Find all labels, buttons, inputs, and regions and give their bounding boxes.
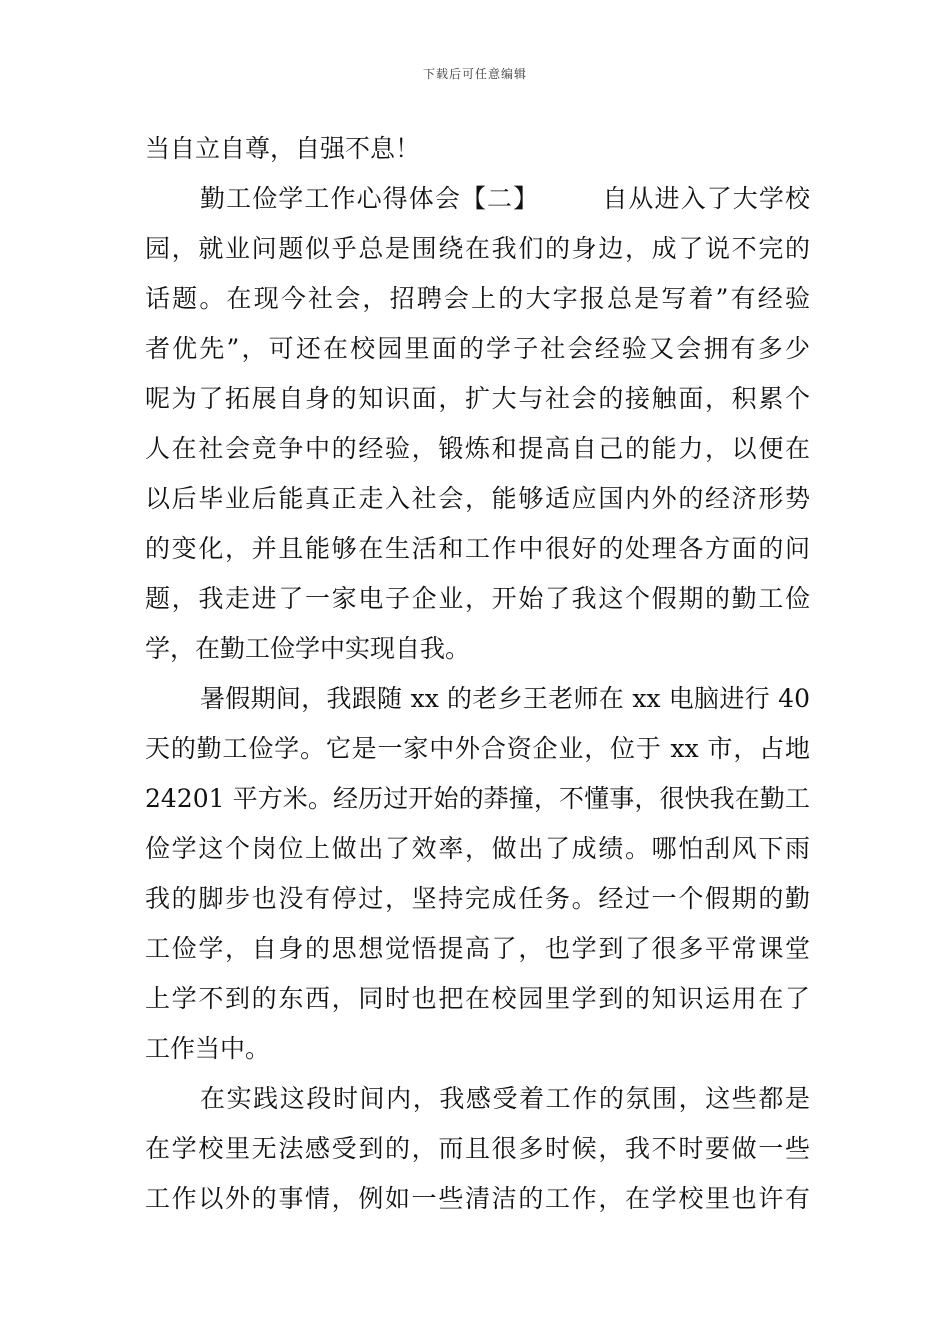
text-line: 上学不到的东西，同时也把在校园里学到的知识运用在了 [145, 984, 810, 1013]
text-segment: 自从进入了大学校 [601, 184, 810, 213]
text-line: 工俭学，自身的思想觉悟提高了，也学到了很多平常课堂 [145, 934, 810, 963]
text-line: 学，在勤工俭学中实现自我。 [145, 634, 471, 663]
text-line: 者优先”，可还在校园里面的学子社会经验又会拥有多少 [145, 334, 810, 363]
text-line: 话题。在现今社会，招聘会上的大字报总是写着”有经验 [145, 284, 810, 313]
text-line: 呢为了拓展自身的知识面，扩大与社会的接触面，积累个 [145, 384, 810, 413]
text-line: 俭学这个岗位上做出了效率，做出了成绩。哪怕刮风下雨 [145, 834, 810, 863]
document-body [145, 124, 810, 1224]
text-line: 在学校里无法感受到的，而且很多时候，我不时要做一些 [145, 1134, 810, 1163]
text-line: 暑假期间，我跟随 xx 的老乡王老师在 xx 电脑进行 40 [200, 684, 810, 713]
text-line: 人在社会竞争中的经验，锻炼和提高自己的能力，以便在 [145, 434, 810, 463]
text-line: 天的勤工俭学。它是一家中外合资企业，位于 xx 市，占地 [145, 734, 810, 763]
text-line: 园，就业问题似乎总是围绕在我们的身边，成了说不完的 [145, 234, 810, 263]
text-line: 题，我走进了一家电子企业，开始了我这个假期的勤工俭 [145, 584, 810, 613]
text-line: 工作以外的事情，例如一些清洁的工作，在学校里也许有 [145, 1184, 810, 1213]
text-line: 工作当中。 [145, 1034, 271, 1063]
text-line: 当自立自尊，自强不息！ [145, 134, 421, 163]
text-line: 以后毕业后能真正走入社会，能够适应国内外的经济形势 [145, 484, 810, 513]
text-line: 我的脚步也没有停过，坚持完成任务。经过一个假期的勤 [145, 884, 810, 913]
text-line: 的变化，并且能够在生活和工作中很好的处理各方面的问 [145, 534, 810, 563]
text-line: 在实践这段时间内，我感受着工作的氛围，这些都是 [200, 1084, 810, 1113]
page-header: 下载后可任意编辑 [422, 67, 527, 81]
text-line: 24201 平方米。经历过开始的莽撞，不懂事，很快我在勤工 [145, 784, 810, 813]
section-heading: 勤工俭学工作心得体会【二】 [200, 184, 540, 213]
text-line [145, 174, 810, 224]
